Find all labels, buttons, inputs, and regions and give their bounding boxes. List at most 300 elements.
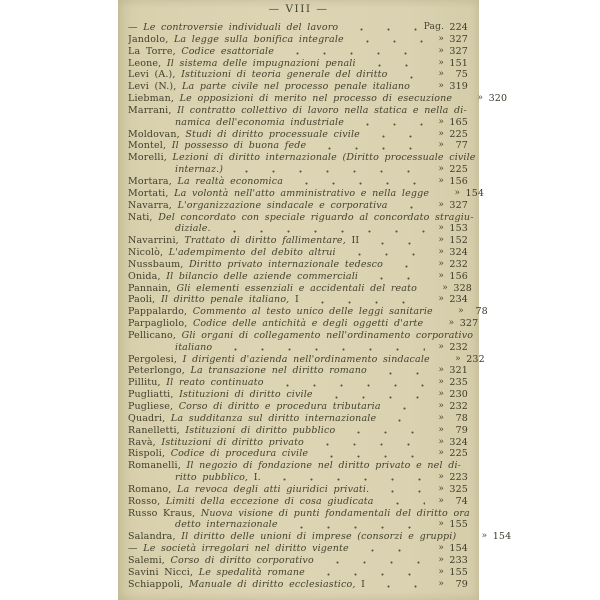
entry-title: Il possesso di buona fede — [171, 140, 307, 152]
dot-leader — [458, 93, 464, 105]
toc-entry-line — [128, 329, 474, 342]
page-number: 154 — [492, 531, 512, 543]
entry-author: Salemi, — [128, 554, 165, 566]
toc-entry-line — [128, 22, 468, 34]
page-number: 321 — [449, 365, 468, 377]
entry-text — [128, 129, 360, 141]
dot-leader — [423, 283, 429, 295]
dot-leader — [305, 294, 425, 306]
entry-author: Mortati, — [128, 187, 169, 199]
page-number: 74 — [455, 495, 468, 507]
entry-title: Il diritto delle unioni di imprese (consorzi e gruppi) — [181, 531, 457, 543]
entry-title: Manuale di diritto ecclesiastico, — [188, 578, 356, 590]
toc-entry-line — [128, 187, 485, 200]
page-marker: » — [438, 175, 444, 186]
entry-title: La parte civile nel processo penale italiano — [182, 81, 411, 93]
page-marker: » — [448, 318, 455, 329]
entry-title: Lezioni di diritto internazionale (Diritto processuale civile — [172, 152, 476, 164]
entry-author: Pugliese, — [128, 401, 174, 412]
toc-entry-line — [128, 508, 468, 520]
page-marker: » — [438, 472, 444, 483]
dot-leader — [319, 389, 425, 401]
toc-entry-line — [128, 555, 468, 567]
entry-text — [128, 437, 304, 449]
toc-entry-line — [128, 93, 508, 105]
entry-author: Romanelli, — [128, 460, 181, 472]
entry-text — [128, 22, 338, 34]
page-marker: » — [454, 187, 461, 198]
entry-title: Istituzioni di teoria generale del diritto — [181, 69, 388, 81]
entry-author: Rispoli, — [128, 448, 166, 460]
entry-text — [128, 318, 423, 330]
dot-leader — [387, 401, 425, 413]
dot-leader — [310, 437, 425, 449]
toc-entry-line — [128, 306, 488, 318]
page-number: 155 — [449, 519, 468, 531]
dot-leader — [342, 247, 425, 259]
entry-author: Morelli, — [128, 152, 167, 164]
entry-title: Codice di procedura civile — [170, 448, 309, 460]
page-number: 224 — [449, 22, 468, 33]
entry-author: Pugliatti, — [128, 389, 174, 401]
entry-title: Corso di diritto corporativo — [170, 554, 314, 566]
page-marker: » — [438, 341, 444, 352]
entry-title: Gli elementi essenziali e accidentali del reato — [176, 282, 417, 294]
entry-volume: I — [294, 294, 299, 306]
entry-title: L'organizzazione sindacale e corporativa — [177, 199, 388, 211]
entry-text-continuation — [128, 342, 212, 354]
entry-title: Istituzioni di diritto civile — [179, 389, 313, 401]
page-number: 327 — [449, 199, 468, 211]
page-marker: » — [438, 223, 444, 234]
entry-text-continuation — [128, 519, 278, 531]
toc-entry-line — [128, 437, 468, 449]
entry-text — [128, 34, 344, 46]
entry-title: Codice esattoriale — [181, 45, 274, 57]
page-number: 234 — [449, 294, 468, 306]
page-number: 152 — [449, 235, 468, 247]
entry-author: Romano, — [128, 483, 172, 495]
page-marker: » — [438, 389, 444, 400]
toc-entry-line — [128, 579, 468, 591]
entry-text — [128, 531, 456, 543]
page-number: 156 — [449, 270, 468, 282]
entry-author: Mortara, — [128, 175, 172, 187]
dot-leader — [364, 271, 425, 283]
toc-entry-line — [128, 353, 485, 366]
entry-title: Nuova visione di punti fondamentali del diritto ora — [200, 507, 470, 519]
page-number: 78 — [455, 412, 468, 424]
page-marker: » — [438, 401, 444, 411]
entry-author: Peterlongo, — [128, 365, 185, 377]
entry-text — [128, 247, 336, 259]
dot-leader — [435, 188, 441, 200]
toc-entry-line — [128, 377, 468, 389]
entry-title: Diritto privato internazionale tedesco — [189, 258, 383, 270]
entry-text — [128, 365, 367, 377]
entry-author: Paoli, — [128, 294, 156, 306]
entry-text — [128, 508, 470, 520]
entry-author: Quadri, — [128, 412, 166, 424]
page-number: 75 — [455, 69, 468, 81]
entry-title: Codice delle antichità e degli oggetti d'arte — [192, 318, 424, 330]
page-marker: » — [438, 519, 444, 530]
dot-leader — [371, 579, 425, 591]
page-number: 232 — [449, 258, 468, 270]
entry-author: Nussbaum, — [128, 258, 184, 270]
entry-author: La Torre, — [128, 45, 176, 57]
entry-text — [128, 448, 308, 460]
entry-text — [128, 271, 358, 283]
dot-leader — [365, 235, 425, 247]
page-marker: » — [438, 33, 444, 44]
toc-entry-line — [128, 496, 468, 508]
entry-author: Pannain, — [128, 282, 171, 294]
entry-title: Trattato di diritto fallimentare, — [184, 235, 346, 247]
page-marker: » — [438, 377, 444, 388]
page-number: 225 — [449, 128, 468, 140]
toc-entry-continuation — [128, 164, 468, 176]
page-marker: » — [438, 436, 444, 447]
entry-author: Parpagliolo, — [128, 318, 188, 330]
toc-entry-line — [128, 413, 468, 425]
dot-leader — [436, 354, 442, 366]
page-number: 156 — [449, 175, 468, 187]
entry-text — [128, 401, 381, 413]
entry-text — [128, 330, 473, 342]
page-marker: » — [438, 270, 444, 281]
entry-title: La sudditanza sul diritto internazionale — [170, 412, 377, 424]
entry-text — [128, 579, 365, 591]
page-number: 154 — [449, 543, 468, 555]
page-number: 154 — [465, 187, 485, 199]
dot-leader — [320, 555, 425, 567]
page-marker: » — [438, 554, 444, 565]
page-number: 328 — [453, 282, 472, 294]
entry-title: Le società irregolari nel diritto vigente — [143, 543, 349, 555]
entry-author: Russo Kraus, — [128, 507, 196, 519]
toc-entry-line — [128, 259, 468, 271]
entry-text — [128, 377, 264, 389]
dot-leader — [229, 164, 425, 176]
toc-entry-line — [128, 58, 468, 70]
page-number: 153 — [449, 223, 468, 235]
toc-entry-continuation — [128, 519, 468, 531]
entry-title: Le controversie individuali del lavoro — [143, 22, 339, 33]
dot-leader — [217, 223, 425, 235]
toc-entry-line — [128, 448, 468, 460]
entry-text-continuation — [128, 223, 211, 235]
page-marker: » — [458, 306, 464, 317]
toc-entry-line — [128, 152, 476, 164]
toc-entry-line — [128, 389, 468, 401]
toc-entry-line — [128, 247, 468, 259]
page-number: 235 — [449, 377, 468, 389]
page-marker: » — [438, 412, 444, 423]
entry-text — [128, 354, 430, 366]
dot-leader — [280, 46, 425, 58]
entry-text — [128, 460, 461, 472]
entry-text-continuation — [128, 117, 344, 129]
entry-text — [128, 413, 376, 425]
page-number: 223 — [449, 472, 468, 484]
entry-text — [128, 484, 369, 496]
entry-text — [128, 105, 467, 117]
entry-author: Schiappoli, — [128, 578, 184, 590]
dot-leader — [416, 81, 425, 93]
page-number: 232 — [449, 341, 468, 353]
page-number: 319 — [449, 81, 468, 93]
entry-title-continued: diziale. — [175, 223, 211, 235]
entry-text — [128, 543, 349, 555]
page-number: 225 — [449, 448, 468, 460]
entry-author: Nati, — [128, 211, 153, 223]
dot-leader — [439, 306, 445, 318]
dot-leader — [350, 34, 425, 46]
page-marker: » — [438, 495, 444, 506]
entry-volume: II — [351, 235, 360, 247]
page-number: 327 — [449, 33, 468, 45]
page-marker: Pag. — [423, 22, 444, 32]
entry-title: La volontà nell'atto amministrativo e nella legge — [174, 187, 430, 199]
page-number: 324 — [449, 436, 468, 448]
page-marker: » — [438, 69, 444, 80]
entry-title: Il bilancio delle aziende commerciali — [166, 270, 359, 282]
dot-leader — [375, 484, 425, 496]
index-list — [128, 22, 512, 591]
entry-text — [128, 389, 313, 401]
entry-text — [128, 188, 429, 200]
toc-entry-line — [128, 460, 468, 472]
page-marker: » — [438, 140, 444, 151]
entry-author: — — [128, 543, 138, 555]
page-number: 78 — [475, 306, 488, 318]
entry-author: Onida, — [128, 270, 161, 282]
page-number: 79 — [455, 424, 468, 436]
entry-author: Pillitu, — [128, 377, 161, 389]
entry-title: La revoca degli atti giuridici privati. — [177, 483, 370, 495]
entry-text — [128, 81, 410, 93]
entry-author: Leone, — [128, 57, 162, 69]
page-marker: » — [438, 424, 444, 435]
page-marker: » — [438, 448, 444, 459]
page-marker: » — [438, 199, 444, 210]
dot-leader — [341, 425, 425, 437]
dot-leader — [429, 318, 435, 330]
page-number: 79 — [455, 578, 468, 590]
entry-title: La legge sulla bonifica integrale — [173, 33, 344, 45]
entry-title: La transazione nel diritto romano — [190, 365, 367, 377]
page-marker: » — [438, 45, 444, 56]
dot-leader — [366, 129, 425, 141]
toc-entry-line — [128, 294, 468, 306]
toc-entry-continuation — [128, 472, 468, 484]
dot-leader — [362, 58, 425, 70]
entry-text — [128, 212, 474, 224]
dot-leader — [394, 69, 425, 81]
entry-title: Corso di diritto e procedura tributaria — [178, 401, 381, 412]
dot-leader — [314, 448, 425, 460]
entry-text — [128, 235, 359, 247]
entry-title: Le spedalità romane — [198, 566, 305, 578]
entry-author: Pergolesi, — [128, 353, 178, 365]
page-marker: » — [438, 365, 444, 376]
entry-text-continuation — [128, 164, 223, 176]
entry-text — [128, 306, 433, 318]
page-marker: » — [438, 164, 444, 175]
toc-entry-line — [128, 105, 468, 117]
entry-title: Il contratto collettivo di lavoro nella statica e nella di- — [177, 104, 467, 116]
entry-text — [128, 58, 356, 70]
entry-title: Il diritto penale italiano, — [160, 294, 290, 306]
page-number: 77 — [455, 140, 468, 152]
toc-entry-continuation — [128, 117, 468, 129]
entry-title: Le opposizioni di merito nel processo di esecuzione — [179, 93, 453, 105]
page-marker: » — [438, 483, 444, 494]
entry-title: Il reato continuato — [166, 377, 264, 389]
toc-entry-line — [128, 484, 468, 496]
page-marker: » — [438, 543, 444, 554]
entry-volume: I. — [253, 472, 261, 484]
page-number: 230 — [449, 389, 468, 401]
toc-entry-line — [128, 282, 472, 295]
page-number: 225 — [449, 164, 468, 176]
entry-title: L'adempimento del debito altrui — [168, 247, 336, 259]
entry-author: Marrani, — [128, 104, 172, 116]
dot-leader — [270, 377, 425, 389]
page-number: 233 — [449, 554, 468, 566]
dot-leader — [284, 519, 425, 531]
toc-entry-line — [128, 81, 468, 93]
toc-entry-line — [128, 176, 468, 188]
page-number: 232 — [449, 401, 468, 412]
entry-author: Navarra, — [128, 199, 172, 211]
entry-title-continued: internaz.) — [175, 164, 224, 176]
entry-author: Savini Nicci, — [128, 566, 194, 578]
entry-author: Ranelletti, — [128, 424, 180, 436]
entry-title: Commento al testo unico delle leggi sanitarie — [192, 306, 433, 318]
entry-title: Del concordato con speciale riguardo al concordato stragiu- — [158, 211, 474, 223]
toc-entry-line — [128, 567, 468, 579]
toc-entry-line — [128, 235, 468, 247]
entry-text — [128, 93, 452, 105]
page-marker: » — [438, 294, 444, 305]
entry-title-continued: namica dell'economia industriale — [175, 116, 345, 128]
entry-author: Moldovan, — [128, 128, 180, 140]
entry-text — [128, 140, 306, 152]
page-number: 320 — [488, 93, 508, 105]
toc-entry-line — [128, 129, 468, 141]
toc-entry-line — [128, 34, 468, 46]
entry-title: Il negozio di fondazione nel diritto privato e nel di- — [186, 460, 461, 472]
page-marker: » — [438, 258, 444, 269]
dot-leader — [389, 259, 425, 271]
entry-author: — — [128, 22, 138, 33]
entry-author: Levi (N.), — [128, 81, 177, 93]
toc-entry-line — [128, 140, 468, 152]
entry-title: Studi di diritto processuale civile — [185, 128, 360, 140]
entry-author: Salandra, — [128, 531, 176, 543]
dot-leader — [373, 365, 425, 377]
toc-entry-line — [128, 211, 474, 224]
dot-leader — [289, 176, 425, 188]
toc-entry-line — [128, 69, 468, 81]
page-marker: » — [438, 128, 444, 139]
entry-title-continued: detto internazionale — [175, 519, 278, 531]
entry-text — [128, 259, 383, 271]
entry-text — [128, 152, 476, 164]
page-marker: » — [442, 282, 448, 293]
entry-text — [128, 69, 388, 81]
dot-leader — [311, 567, 425, 579]
dot-leader — [394, 200, 425, 212]
dot-leader — [267, 472, 425, 484]
entry-author: Ravà, — [128, 436, 156, 448]
toc-entry-line — [128, 401, 468, 413]
page-marker: » — [438, 247, 444, 258]
entry-author: Liebman, — [128, 93, 175, 105]
dot-leader — [382, 413, 425, 425]
toc-entry-line — [128, 543, 468, 555]
entry-title-continued: italiano — [175, 341, 213, 353]
dot-leader — [350, 117, 425, 129]
page-number: 151 — [449, 57, 468, 69]
toc-entry-line — [128, 531, 512, 543]
entry-title: La realtà economica — [177, 175, 284, 187]
entry-author: Pappalardo, — [128, 306, 188, 318]
page-number: 325 — [449, 483, 468, 495]
dot-leader — [380, 496, 425, 508]
entry-text — [128, 283, 417, 295]
page-marker: » — [477, 93, 484, 104]
entry-title: I dirigenti d'azienda nell'ordinamento sindacale — [182, 353, 430, 365]
entry-author: Montel, — [128, 140, 167, 152]
page-number: 327 — [459, 318, 479, 330]
dot-leader — [218, 342, 425, 354]
entry-text — [128, 555, 314, 567]
page-number: 165 — [449, 116, 468, 128]
entry-text-continuation — [128, 472, 261, 484]
page-marker: » — [438, 81, 444, 92]
entry-text — [128, 294, 299, 306]
entry-text — [128, 176, 283, 188]
entry-volume: I — [361, 578, 365, 590]
entry-text — [128, 200, 388, 212]
entry-author: Levi (A.), — [128, 69, 176, 81]
entry-author: Jandolo, — [128, 33, 169, 45]
entry-title: Istituzioni di diritto privato — [161, 436, 304, 448]
dot-leader — [355, 543, 425, 555]
paper-sheet — [118, 0, 512, 600]
page-number: 232 — [466, 353, 485, 365]
toc-entry-line — [128, 200, 468, 212]
entry-title: Gli organi di collegamento nell'ordinamento corporativo — [181, 329, 474, 341]
dot-leader — [312, 140, 425, 152]
dot-leader — [344, 22, 418, 34]
entry-author: Navarrini, — [128, 235, 179, 247]
toc-entry-continuation — [128, 223, 468, 235]
dot-leader — [462, 531, 468, 543]
page-number-header: — VIII — — [268, 3, 329, 15]
entry-author: Rosso, — [128, 495, 161, 507]
page-marker: » — [438, 235, 444, 246]
page-number: 155 — [449, 566, 468, 578]
entry-author: Nicolò, — [128, 247, 164, 259]
entry-text — [128, 567, 305, 579]
toc-entry-line — [128, 365, 468, 377]
toc-entry-line — [128, 46, 468, 58]
entry-title-continued: ritto pubblico, — [175, 472, 249, 484]
